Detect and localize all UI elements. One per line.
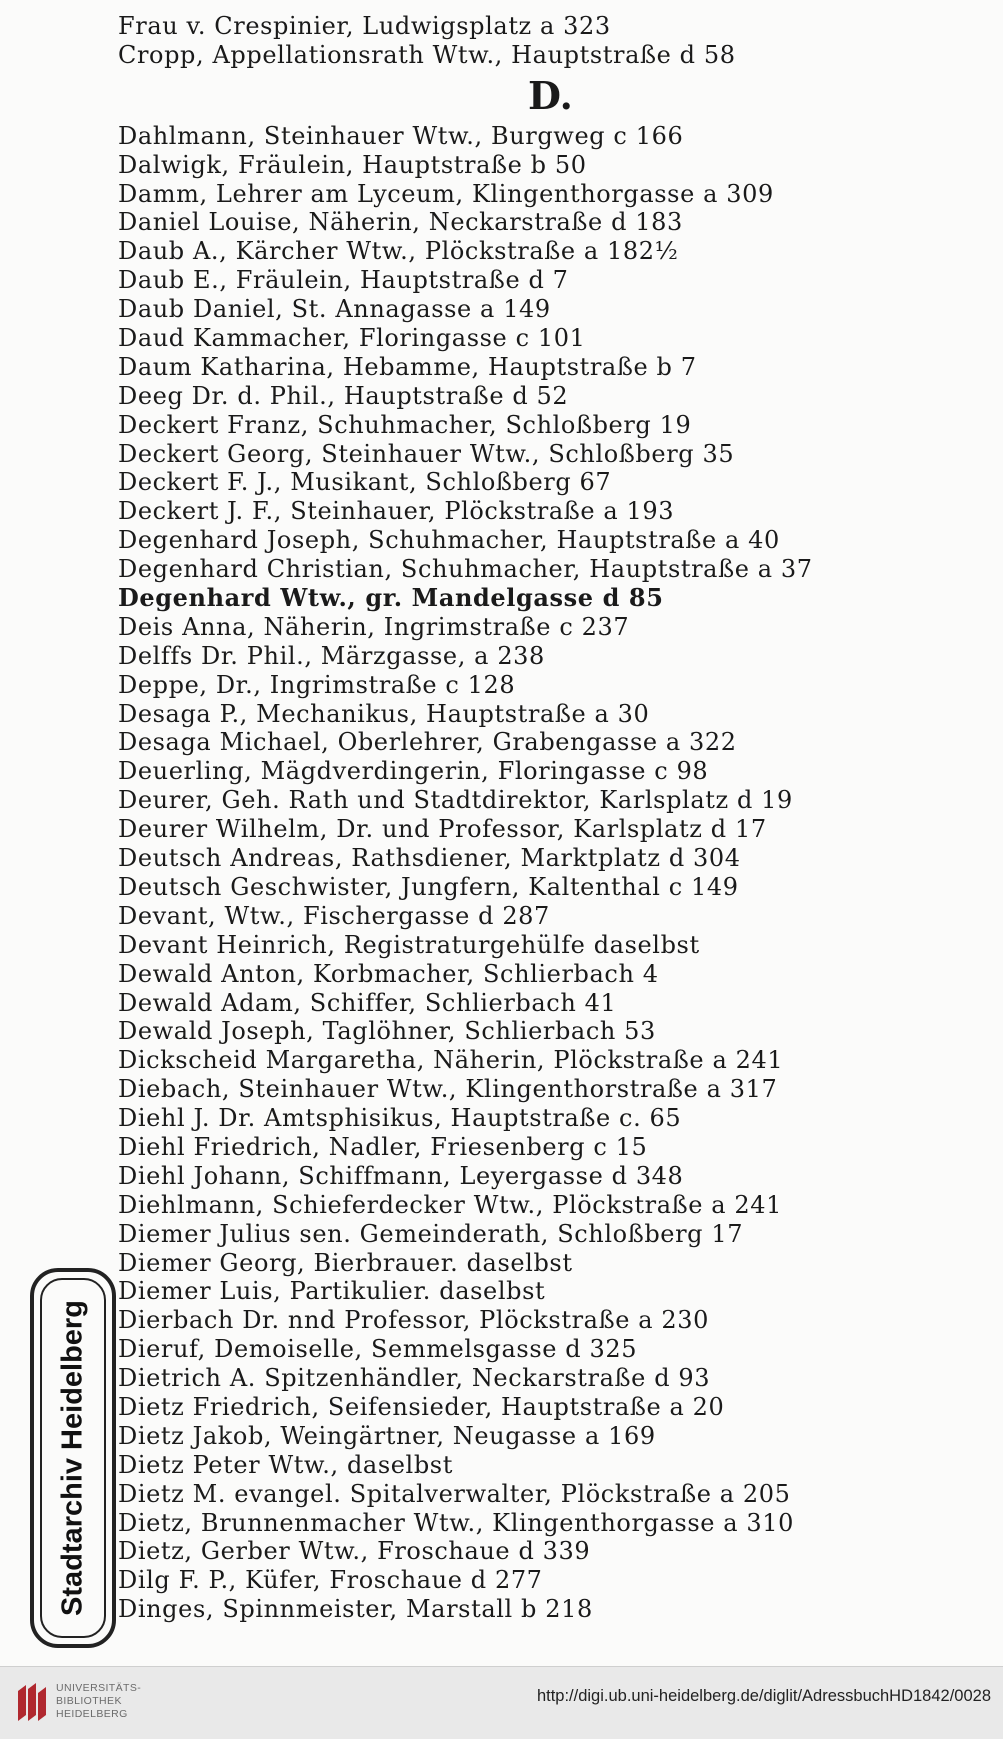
directory-entry: Dieruf, Demoiselle, Semmelsgasse d 325 xyxy=(118,1335,638,1364)
logo-line: HEIDELBERG xyxy=(56,1708,128,1720)
directory-entry: Frau v. Crespinier, Ludwigsplatz a 323 xyxy=(118,12,611,40)
directory-entry: Daud Kammacher, Floringasse c 101 xyxy=(118,324,586,353)
directory-entry: Dietz M. evangel. Spitalverwalter, Plöckstraße a 205 xyxy=(118,1479,791,1508)
directory-entry: Devant, Wtw., Fischergasse d 287 xyxy=(118,901,550,930)
directory-entry: Diebach, Steinhauer Wtw., Klingenthorstraße a 317 xyxy=(118,1075,778,1104)
source-url-link[interactable]: http://digi.ub.uni-heidelberg.de/diglit/AdressbuchHD1842/0028 xyxy=(536,1687,991,1705)
directory-entry: Dietrich A. Spitzenhändler, Neckarstraße d 93 xyxy=(118,1364,711,1393)
directory-entry: Deppe, Dr., Ingrimstraße c 128 xyxy=(118,670,516,699)
directory-entry: Dietz Peter Wtw., daselbst xyxy=(118,1450,453,1479)
directory-entry: Dickscheid Margaretha, Näherin, Plöckstraße a 241 xyxy=(118,1046,784,1075)
directory-entry: Deckert J. F., Steinhauer, Plöckstraße a 193 xyxy=(118,497,675,526)
directory-entry: Dalwigk, Fräulein, Hauptstraße b 50 xyxy=(118,150,587,179)
directory-entry: Dahlmann, Steinhauer Wtw., Burgweg c 166 xyxy=(118,121,684,150)
directory-entry: Deutsch Andreas, Rathsdiener, Marktplatz d 304 xyxy=(118,844,741,873)
directory-entry: Damm, Lehrer am Lyceum, Klingenthorgasse a 309 xyxy=(118,179,774,208)
directory-entry: Deis Anna, Näherin, Ingrimstraße c 237 xyxy=(118,612,630,641)
directory-entry: Diehl J. Dr. Amtsphisikus, Hauptstraße c. 65 xyxy=(118,1104,682,1133)
library-logo-icon xyxy=(14,1681,50,1725)
directory-entry: Dietz Friedrich, Seifensieder, Hauptstraße a 20 xyxy=(118,1392,725,1421)
logo-line: UNIVERSITÄTS- xyxy=(56,1682,142,1694)
directory-entry: Deurer, Geh. Rath und Stadtdirektor, Karlsplatz d 19 xyxy=(118,786,793,815)
directory-entry: Diehlmann, Schieferdecker Wtw., Plöckstraße a 241 xyxy=(118,1190,783,1219)
directory-entry: Deurer Wilhelm, Dr. und Professor, Karlsplatz d 17 xyxy=(118,815,767,844)
directory-entry: Desaga P., Mechanikus, Hauptstraße a 30 xyxy=(118,699,650,728)
directory-entry: Daub A., Kärcher Wtw., Plöckstraße a 182½ xyxy=(118,237,679,266)
directory-entry: Diehl Friedrich, Nadler, Friesenberg c 15 xyxy=(118,1132,648,1161)
directory-entry: Daub Daniel, St. Annagasse a 149 xyxy=(118,295,551,324)
directory-entry: Deutsch Geschwister, Jungfern, Kaltenthal c 149 xyxy=(118,872,739,901)
directory-entry: Deckert Franz, Schuhmacher, Schloßberg 19 xyxy=(118,410,692,439)
directory-entry: Dietz, Gerber Wtw., Froschaue d 339 xyxy=(118,1537,591,1566)
directory-entry: Diemer Julius sen. Gemeinderath, Schloßberg 17 xyxy=(118,1219,744,1248)
address-list xyxy=(118,12,978,1624)
directory-entry: Cropp, Appellationsrath Wtw., Hauptstraße d 58 xyxy=(118,40,736,69)
directory-entry: Deckert F. J., Musikant, Schloßberg 67 xyxy=(118,468,612,497)
directory-entry: Degenhard Christian, Schuhmacher, Hauptstraße a 37 xyxy=(118,555,813,584)
archive-stamp xyxy=(30,1268,116,1648)
library-logo-text xyxy=(56,1682,176,1721)
section-letter-heading: D. xyxy=(528,72,573,118)
directory-entry: Dinges, Spinnmeister, Marstall b 218 xyxy=(118,1595,593,1624)
directory-entry: Dierbach Dr. nnd Professor, Plöckstraße a 230 xyxy=(118,1306,709,1335)
directory-entry: Desaga Michael, Oberlehrer, Grabengasse a 322 xyxy=(118,728,737,757)
directory-entry: Deuerling, Mägdverdingerin, Floringasse c 98 xyxy=(118,757,709,786)
directory-entry: Dewald Joseph, Taglöhner, Schlierbach 53 xyxy=(118,1017,656,1046)
directory-entry: Degenhard Joseph, Schuhmacher, Hauptstraße a 40 xyxy=(118,526,780,555)
directory-entry: Diehl Johann, Schiffmann, Leyergasse d 348 xyxy=(118,1161,684,1190)
directory-entry: Dietz, Brunnenmacher Wtw., Klingenthorgasse a 310 xyxy=(118,1508,795,1537)
directory-entry: Daniel Louise, Näherin, Neckarstraße d 183 xyxy=(118,208,683,237)
directory-entry: Diemer Luis, Partikulier. daselbst xyxy=(118,1277,546,1306)
directory-entry: Deeg Dr. d. Phil., Hauptstraße d 52 xyxy=(118,381,569,410)
directory-entry: Dietz Jakob, Weingärtner, Neugasse a 169 xyxy=(118,1421,656,1450)
directory-entry: Dewald Adam, Schiffer, Schlierbach 41 xyxy=(118,988,617,1017)
directory-entry: Dilg F. P., Küfer, Froschaue d 277 xyxy=(118,1566,543,1595)
directory-entry: Deckert Georg, Steinhauer Wtw., Schloßberg 35 xyxy=(118,439,735,468)
directory-entry: Degenhard Wtw., gr. Mandelgasse d 85 xyxy=(118,584,664,613)
viewer-footer xyxy=(0,1666,1003,1739)
directory-entry: Daum Katharina, Hebamme, Hauptstraße b 7 xyxy=(118,352,697,381)
logo-line: BIBLIOTHEK xyxy=(56,1695,122,1707)
directory-entry: Devant Heinrich, Registraturgehülfe daselbst xyxy=(118,930,700,959)
directory-entry: Delffs Dr. Phil., Märzgasse, a 238 xyxy=(118,641,545,670)
stamp-text: Stadtarchiv Heidelberg xyxy=(56,1300,89,1616)
directory-entry: Daub E., Fräulein, Hauptstraße d 7 xyxy=(118,266,569,295)
directory-entry: Dewald Anton, Korbmacher, Schlierbach 4 xyxy=(118,959,659,988)
directory-entry: Diemer Georg, Bierbrauer. daselbst xyxy=(118,1248,573,1277)
